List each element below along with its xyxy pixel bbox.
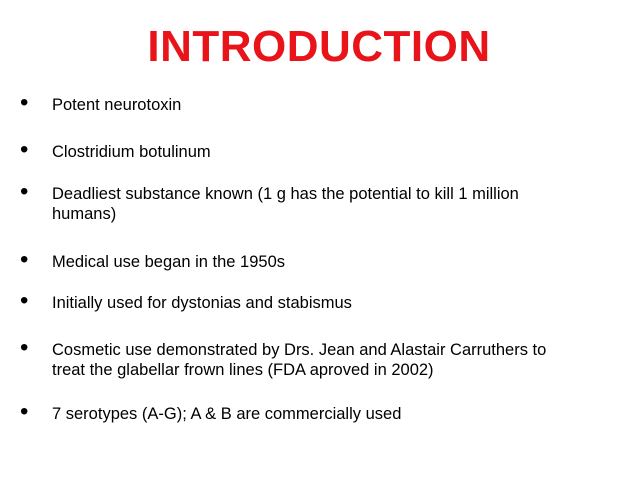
bullet-dot-icon: • [20,246,29,273]
bullet-text: Medical use began in the 1950s [52,253,285,271]
bullet-dot-icon: • [20,136,29,163]
bullet-dot-icon: • [20,178,29,205]
slide-title: INTRODUCTION [147,22,491,71]
bullet-text: Clostridium botulinum [52,143,211,161]
bullet-dot-icon: • [20,287,29,314]
bullet-text: Cosmetic use demonstrated by Drs. Jean and Alastair Carruthers to treat the glabellar frown lines (FDA aproved in 2002) [52,341,547,379]
bullet-text: Initially used for dystonias and stabismus [52,294,352,312]
bullet-text: Deadliest substance known (1 g has the potential to kill 1 million humans) [52,185,519,223]
bullet-text: Potent neurotoxin [52,96,182,114]
bullet-dot-icon: • [20,89,29,116]
bullet-text: 7 serotypes (A-G); A & B are commercially used [52,405,402,423]
bullet-dot-icon: • [20,334,29,361]
bullet-dot-icon: • [20,398,29,425]
